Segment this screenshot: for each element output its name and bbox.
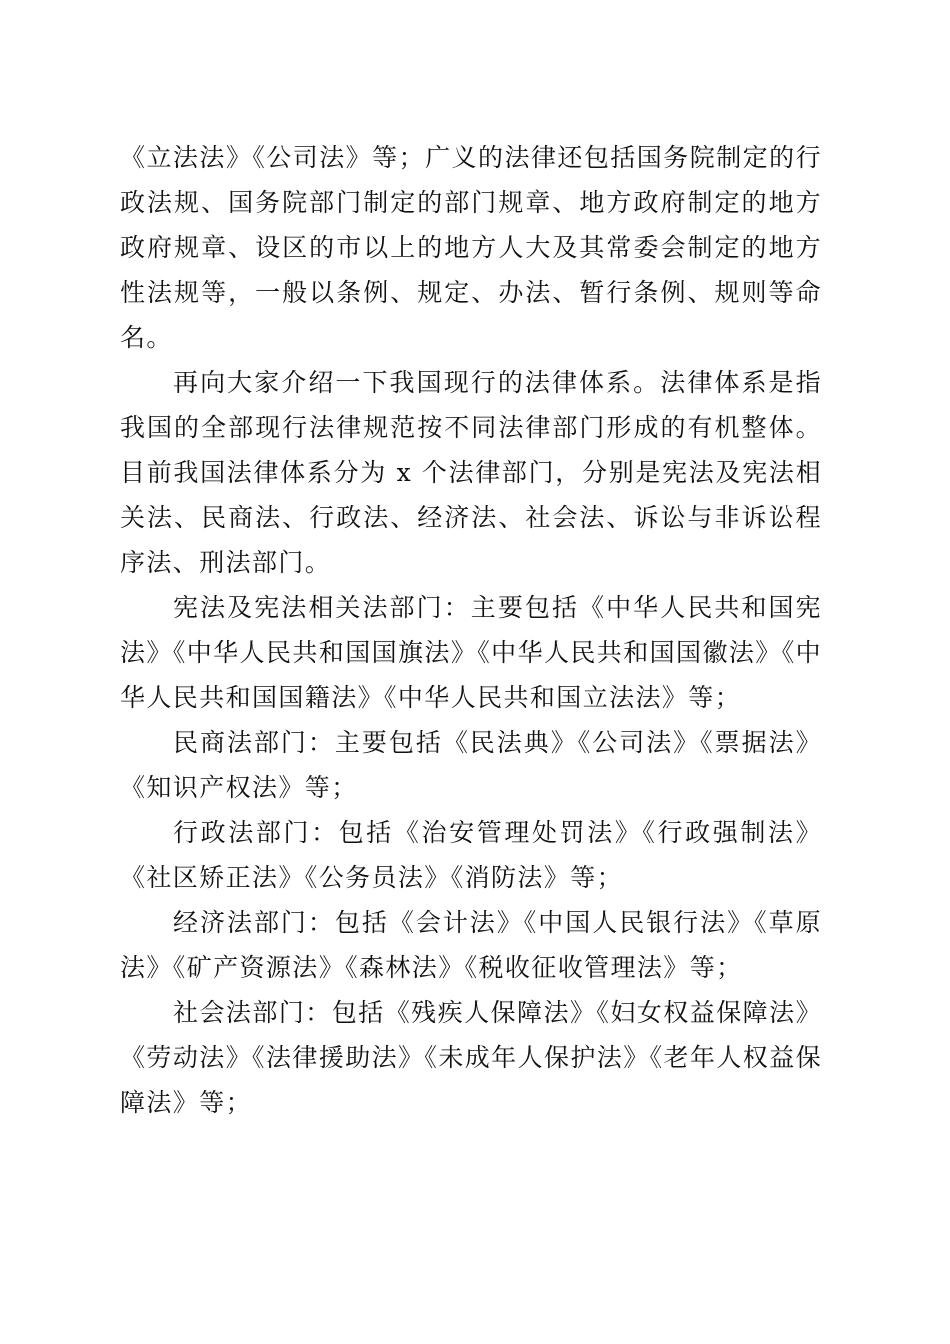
paragraph-civil-commercial-department: 民商法部门：主要包括《民法典》《公司法》《票据法》《知识产权法》等； [120, 728, 822, 802]
paragraph-constitution-department: 宪法及宪法相关法部门：主要包括《中华人民共和国宪法》《中华人民共和国国旗法》《中华人民共和国国徽法》《中华人民共和国国籍法》《中华人民共和国立法法》等； [120, 593, 822, 712]
paragraph-administrative-department: 行政法部门：包括《治安管理处罚法》《行政强制法》《社区矫正法》《公务员法》《消防法》等； [120, 818, 822, 892]
paragraph-legal-system-intro: 再向大家介绍一下我国现行的法律体系。法律体系是指我国的全部现行法律规范按不同法律部门形成的有机整体。目前我国法律体系分为 x 个法律部门，分别是宪法及宪法相关法、民商法、行政法、经济法、社会法、诉讼与非诉讼程序法、刑法部门。 [120, 368, 822, 577]
paragraph-continued-law-definition: 《立法法》《公司法》等；广义的法律还包括国务院制定的行政法规、国务院部门制定的部门规章、地方政府制定的地方政府规章、设区的市以上的地方人大及其常委会制定的地方性法规等，一般以条例、规定、办法、暂行条例、规则等命名。 [120, 143, 822, 352]
document-body [120, 135, 822, 1125]
paragraph-social-department: 社会法部门：包括《残疾人保障法》《妇女权益保障法》《劳动法》《法律援助法》《未成年人保护法》《老年人权益保障法》等； [120, 998, 822, 1117]
paragraph-economic-department: 经济法部门：包括《会计法》《中国人民银行法》《草原法》《矿产资源法》《森林法》《税收征收管理法》等； [120, 908, 822, 982]
